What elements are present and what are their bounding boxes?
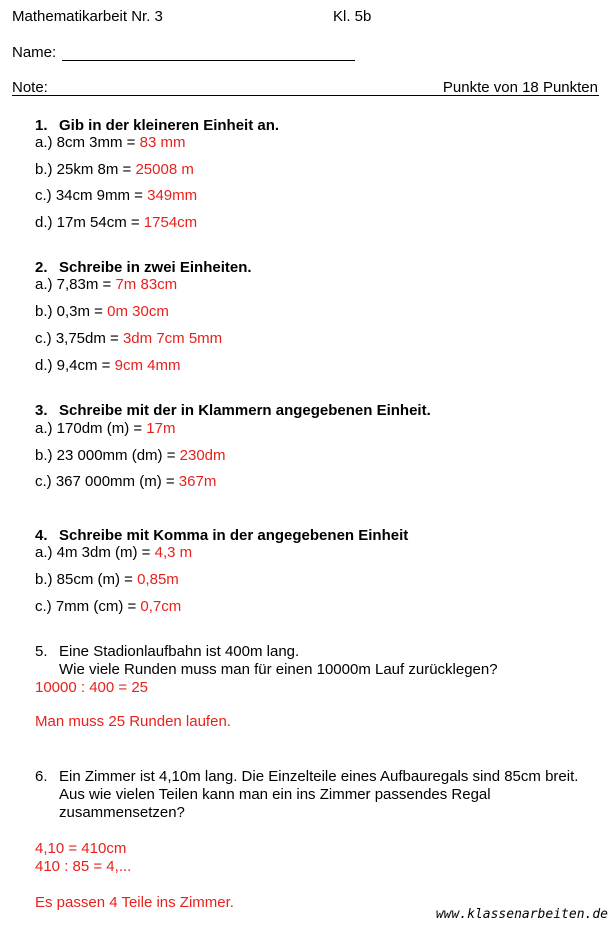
task-6-line-3: zusammensetzen?: [59, 804, 185, 821]
task-6-line-2: Aus wie vielen Teilen kann man ein ins Zimmer passendes Regal: [59, 786, 491, 803]
task-number: 1.: [35, 117, 48, 134]
question: c.) 7mm (cm) =: [35, 598, 141, 615]
question: d.) 9,4cm =: [35, 357, 115, 374]
task-number: 4.: [35, 527, 48, 544]
question: a.) 170dm (m) =: [35, 420, 147, 437]
question: a.) 8cm 3mm =: [35, 134, 140, 151]
task-2-heading: [35, 259, 252, 277]
task-2-item-c: [35, 330, 222, 348]
question: c.) 34cm 9mm =: [35, 187, 148, 204]
answer: 367m: [178, 473, 217, 490]
answer: 4,3 m: [154, 544, 193, 561]
answer: 3dm 7cm 5mm: [122, 330, 223, 347]
task-number: 2.: [35, 259, 48, 276]
note-label: Note:: [12, 79, 48, 96]
name-label: Name:: [12, 44, 57, 61]
task-4-item-c: [35, 598, 181, 616]
task-5-line-2: Wie viele Runden muss man für einen 10000m Lauf zurücklegen?: [59, 661, 498, 678]
question: d.) 17m 54cm =: [35, 214, 144, 231]
answer: 349mm: [147, 187, 198, 204]
task-number: 3.: [35, 402, 48, 419]
task-4-item-b: [35, 571, 179, 589]
task-2-item-b: [35, 303, 169, 321]
question: a.) 4m 3dm (m) =: [35, 544, 155, 561]
name-line: [62, 60, 355, 61]
task-3-heading: [35, 402, 431, 420]
task-1-item-a: [35, 134, 185, 152]
task-6-calculation-2: 410 : 85 = 4,...: [35, 858, 132, 875]
answer: 1754cm: [143, 214, 198, 231]
task-heading-text: Gib in der kleineren Einheit an.: [59, 117, 280, 134]
question: b.) 0,3m =: [35, 303, 108, 320]
worksheet-title: Mathematikarbeit Nr. 3: [12, 8, 163, 25]
question: c.) 367 000mm (m) =: [35, 473, 179, 490]
question: b.) 85cm (m) =: [35, 571, 138, 588]
question: b.) 23 000mm (dm) =: [35, 447, 180, 464]
question: c.) 3,75dm =: [35, 330, 123, 347]
task-3-item-a: [35, 420, 175, 438]
answer: 0,85m: [137, 571, 179, 588]
task-1-item-d: [35, 214, 197, 232]
task-2-item-a: [35, 276, 177, 294]
task-heading-text: Schreibe mit der in Klammern angegebenen Einheit.: [59, 402, 431, 419]
answer: 7m 83cm: [115, 276, 178, 293]
task-5-line-1: [35, 643, 299, 661]
task-number: 6.: [35, 768, 48, 785]
answer: 0,7cm: [140, 598, 182, 615]
class-label: Kl. 5b: [333, 8, 372, 25]
question: a.) 7,83m =: [35, 276, 116, 293]
task-4-item-a: [35, 544, 192, 562]
answer: 9cm 4mm: [114, 357, 181, 374]
question: b.) 25km 8m =: [35, 161, 136, 178]
task-1-item-c: [35, 187, 197, 205]
task-6-line-1: [35, 768, 578, 786]
task-text: Eine Stadionlaufbahn ist 400m lang.: [59, 643, 300, 660]
answer: 230dm: [179, 447, 226, 464]
task-5-calculation: 10000 : 400 = 25: [35, 679, 149, 696]
task-2-item-d: [35, 357, 180, 375]
task-1-heading: [35, 117, 279, 135]
answer: 17m: [146, 420, 176, 437]
task-heading-text: Schreibe in zwei Einheiten.: [59, 259, 252, 276]
task-heading-text: Schreibe mit Komma in der angegebenen Einheit: [59, 527, 409, 544]
points-label: Punkte von 18 Punkten: [442, 79, 598, 96]
answer: 83 mm: [139, 134, 186, 151]
task-5-answer: Man muss 25 Runden laufen.: [35, 713, 231, 730]
task-1-item-b: [35, 161, 194, 179]
answer: 25008 m: [135, 161, 194, 178]
task-text: Ein Zimmer ist 4,10m lang. Die Einzelteile eines Aufbauregals sind 85cm breit.: [59, 768, 579, 785]
task-6-calculation-1: 4,10 = 410cm: [35, 840, 127, 857]
task-number: 5.: [35, 643, 48, 660]
task-6-answer: Es passen 4 Teile ins Zimmer.: [35, 894, 234, 911]
task-3-item-b: [35, 447, 226, 465]
answer: 0m 30cm: [107, 303, 169, 320]
task-4-heading: [35, 527, 408, 545]
website-watermark: www.klassenarbeiten.de: [435, 907, 608, 922]
task-3-item-c: [35, 473, 216, 491]
